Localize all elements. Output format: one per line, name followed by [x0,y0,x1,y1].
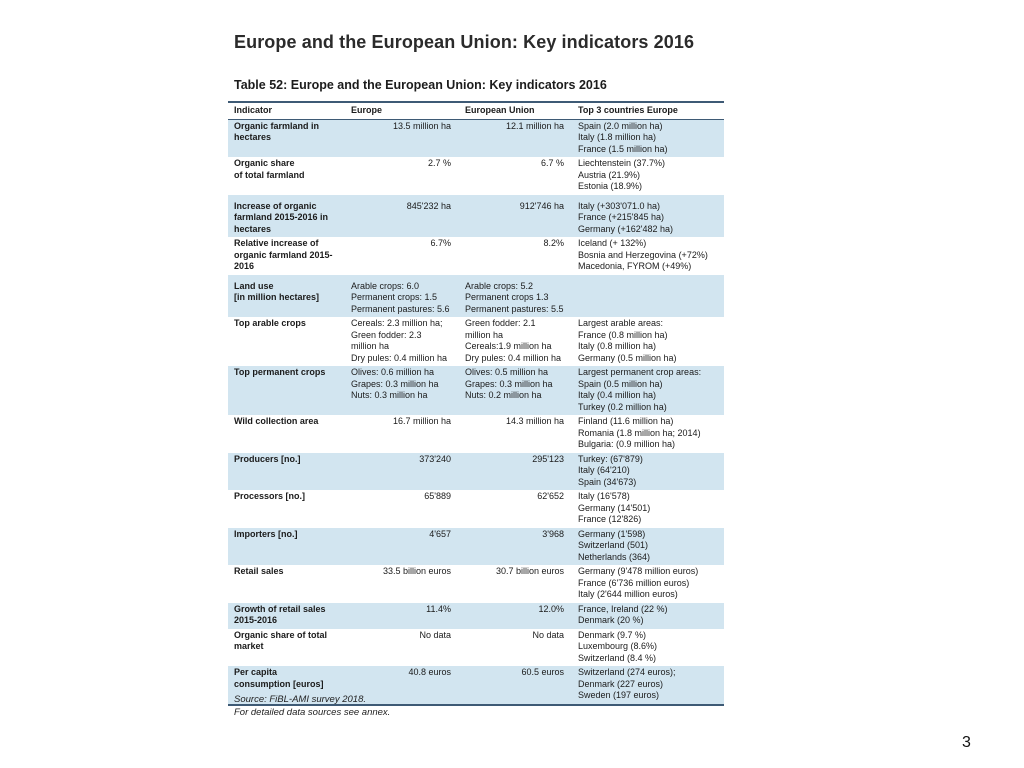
annex-note: For detailed data sources see annex. [234,707,391,718]
page-number: 3 [962,734,971,751]
europe-cell: 16.7 million ha [392,416,451,426]
eu-cell: 62'652 [537,491,564,501]
top3-cell [572,275,724,318]
table-row [228,237,724,275]
indicator-cell: Processors [no.] [234,491,306,501]
europe-cell: 33.5 billion euros [382,566,451,576]
top3-cell: Liechtenstein (37.7%) Austria (21.9%) Estonia (18.9%) [578,158,666,191]
header-europe: Europe [345,102,459,119]
top3-cell: Italy (16'578) Germany (14'501) France (12'826) [578,491,651,524]
indicator-cell: Producers [no.] [228,453,345,491]
table-row [228,603,724,629]
eu-cell: 30.7 billion euros [495,566,564,576]
eu-cell: 60.5 euros [459,666,572,705]
table-row [228,157,724,195]
indicator-cell: Top arable crops [234,318,306,328]
table-row [228,490,724,528]
eu-cell: No data [532,629,564,640]
indicator-cell: Increase of organic farmland 2015-2016 in hectares [228,195,345,238]
table-header-row [228,102,724,119]
europe-cell: 13.5 million ha [345,119,459,157]
europe-cell: No data [419,629,451,640]
indicator-cell: Organic share of total farmland [234,158,305,180]
source-line: Source: FiBL-AMI survey 2018. [234,694,366,705]
eu-cell: 912'746 ha [459,195,572,238]
europe-cell: 6.7% [430,238,451,248]
europe-cell: 373'240 [345,453,459,491]
indicator-cell: Growth of retail sales 2015-2016 [228,603,345,629]
top3-cell: France, Ireland (22 %) Denmark (20 %) [572,603,724,629]
table-row [228,453,724,491]
eu-cell: 3'968 [459,528,572,566]
table-row [228,275,724,318]
table-row [228,119,724,157]
table-row [228,317,724,366]
indicator-cell: Importers [no.] [228,528,345,566]
header-indicator: Indicator [228,102,345,119]
source-note [234,693,390,719]
table-caption: Table 52: Europe and the European Union: Key indicators 2016 [234,78,607,92]
table-row [228,528,724,566]
table-row [228,629,724,667]
europe-cell: 4'657 [345,528,459,566]
eu-cell: 6.7 % [540,158,564,168]
eu-cell: 14.3 million ha [505,416,564,426]
eu-cell: Olives: 0.5 million ha Grapes: 0.3 million ha Nuts: 0.2 million ha [459,366,572,415]
table-row [228,195,724,238]
header-top3: Top 3 countries Europe [572,102,724,119]
eu-cell: 12.1 million ha [459,119,572,157]
eu-cell: 12.0% [459,603,572,629]
europe-cell: 65'889 [424,491,451,501]
header-eu: European Union [459,102,572,119]
indicator-cell: Relative increase of organic farmland 2015-2016 [234,238,333,271]
eu-cell: 295'123 [459,453,572,491]
top3-cell: Germany (1'598) Switzerland (501) Netherlands (364) [572,528,724,566]
europe-cell: 845'232 ha [345,195,459,238]
table-row [228,366,724,415]
indicator-cell: Wild collection area [234,416,319,426]
table-row [228,415,724,453]
indicators-table [228,101,724,706]
top3-cell: Switzerland (274 euros); Denmark (227 euros) Sweden (197 euros) [572,666,724,705]
indicator-cell: Organic share of total market [234,629,328,651]
table-row [228,565,724,603]
indicator-cell: Retail sales [234,566,284,576]
top3-cell: Germany (9'478 million euros) France (6'736 million euros) Italy (2'644 million euros) [578,566,699,599]
europe-cell: 11.4% [345,603,459,629]
eu-cell: Green fodder: 2.1 million ha Cereals:1.9 million ha Dry pules: 0.4 million ha [465,318,562,363]
top3-cell: Largest arable areas: France (0.8 million ha) Italy (0.8 million ha) Germany (0.5 million ha) [578,318,677,363]
page-title: Europe and the European Union: Key indicators 2016 [234,32,695,52]
top3-cell: Iceland (+ 132%) Bosnia and Herzegovina (+72%) Macedonia, FYROM (+49%) [578,238,708,271]
indicator-cell: Top permanent crops [228,366,345,415]
top3-cell: Italy (+303'071.0 ha) France (+215'845 ha) Germany (+162'482 ha) [572,195,724,238]
europe-cell: 40.8 euros [345,666,459,705]
top3-cell: Largest permanent crop areas: Spain (0.5 million ha) Italy (0.4 million ha) Turkey (0.2 million ha) [572,366,724,415]
eu-cell: 8.2% [543,238,564,248]
europe-cell: Arable crops: 6.0 Permanent crops: 1.5 Permanent pastures: 5.6 [345,275,459,318]
indicator-cell: Per capita consumption [euros] [228,666,345,705]
europe-cell: Cereals: 2.3 million ha; Green fodder: 2.3 million ha Dry pules: 0.4 million ha [351,318,448,363]
eu-cell: Arable crops: 5.2 Permanent crops 1.3 Permanent pastures: 5.5 [459,275,572,318]
top3-cell: Finland (11.6 million ha) Romania (1.8 million ha; 2014) Bulgaria: (0.9 million ha) [578,416,701,449]
indicator-cell: Organic farmland in hectares [228,119,345,157]
top3-cell: Turkey: (67'879) Italy (64'210) Spain (34'673) [572,453,724,491]
indicator-cell: Land use [in million hectares] [228,275,345,318]
top3-cell: Spain (2.0 million ha) Italy (1.8 million ha) France (1.5 million ha) [572,119,724,157]
europe-cell: 2.7 % [427,158,451,168]
europe-cell: Olives: 0.6 million ha Grapes: 0.3 million ha Nuts: 0.3 million ha [345,366,459,415]
top3-cell: Denmark (9.7 %) Luxembourg (8.6%) Switzerland (8.4 %) [578,629,658,663]
